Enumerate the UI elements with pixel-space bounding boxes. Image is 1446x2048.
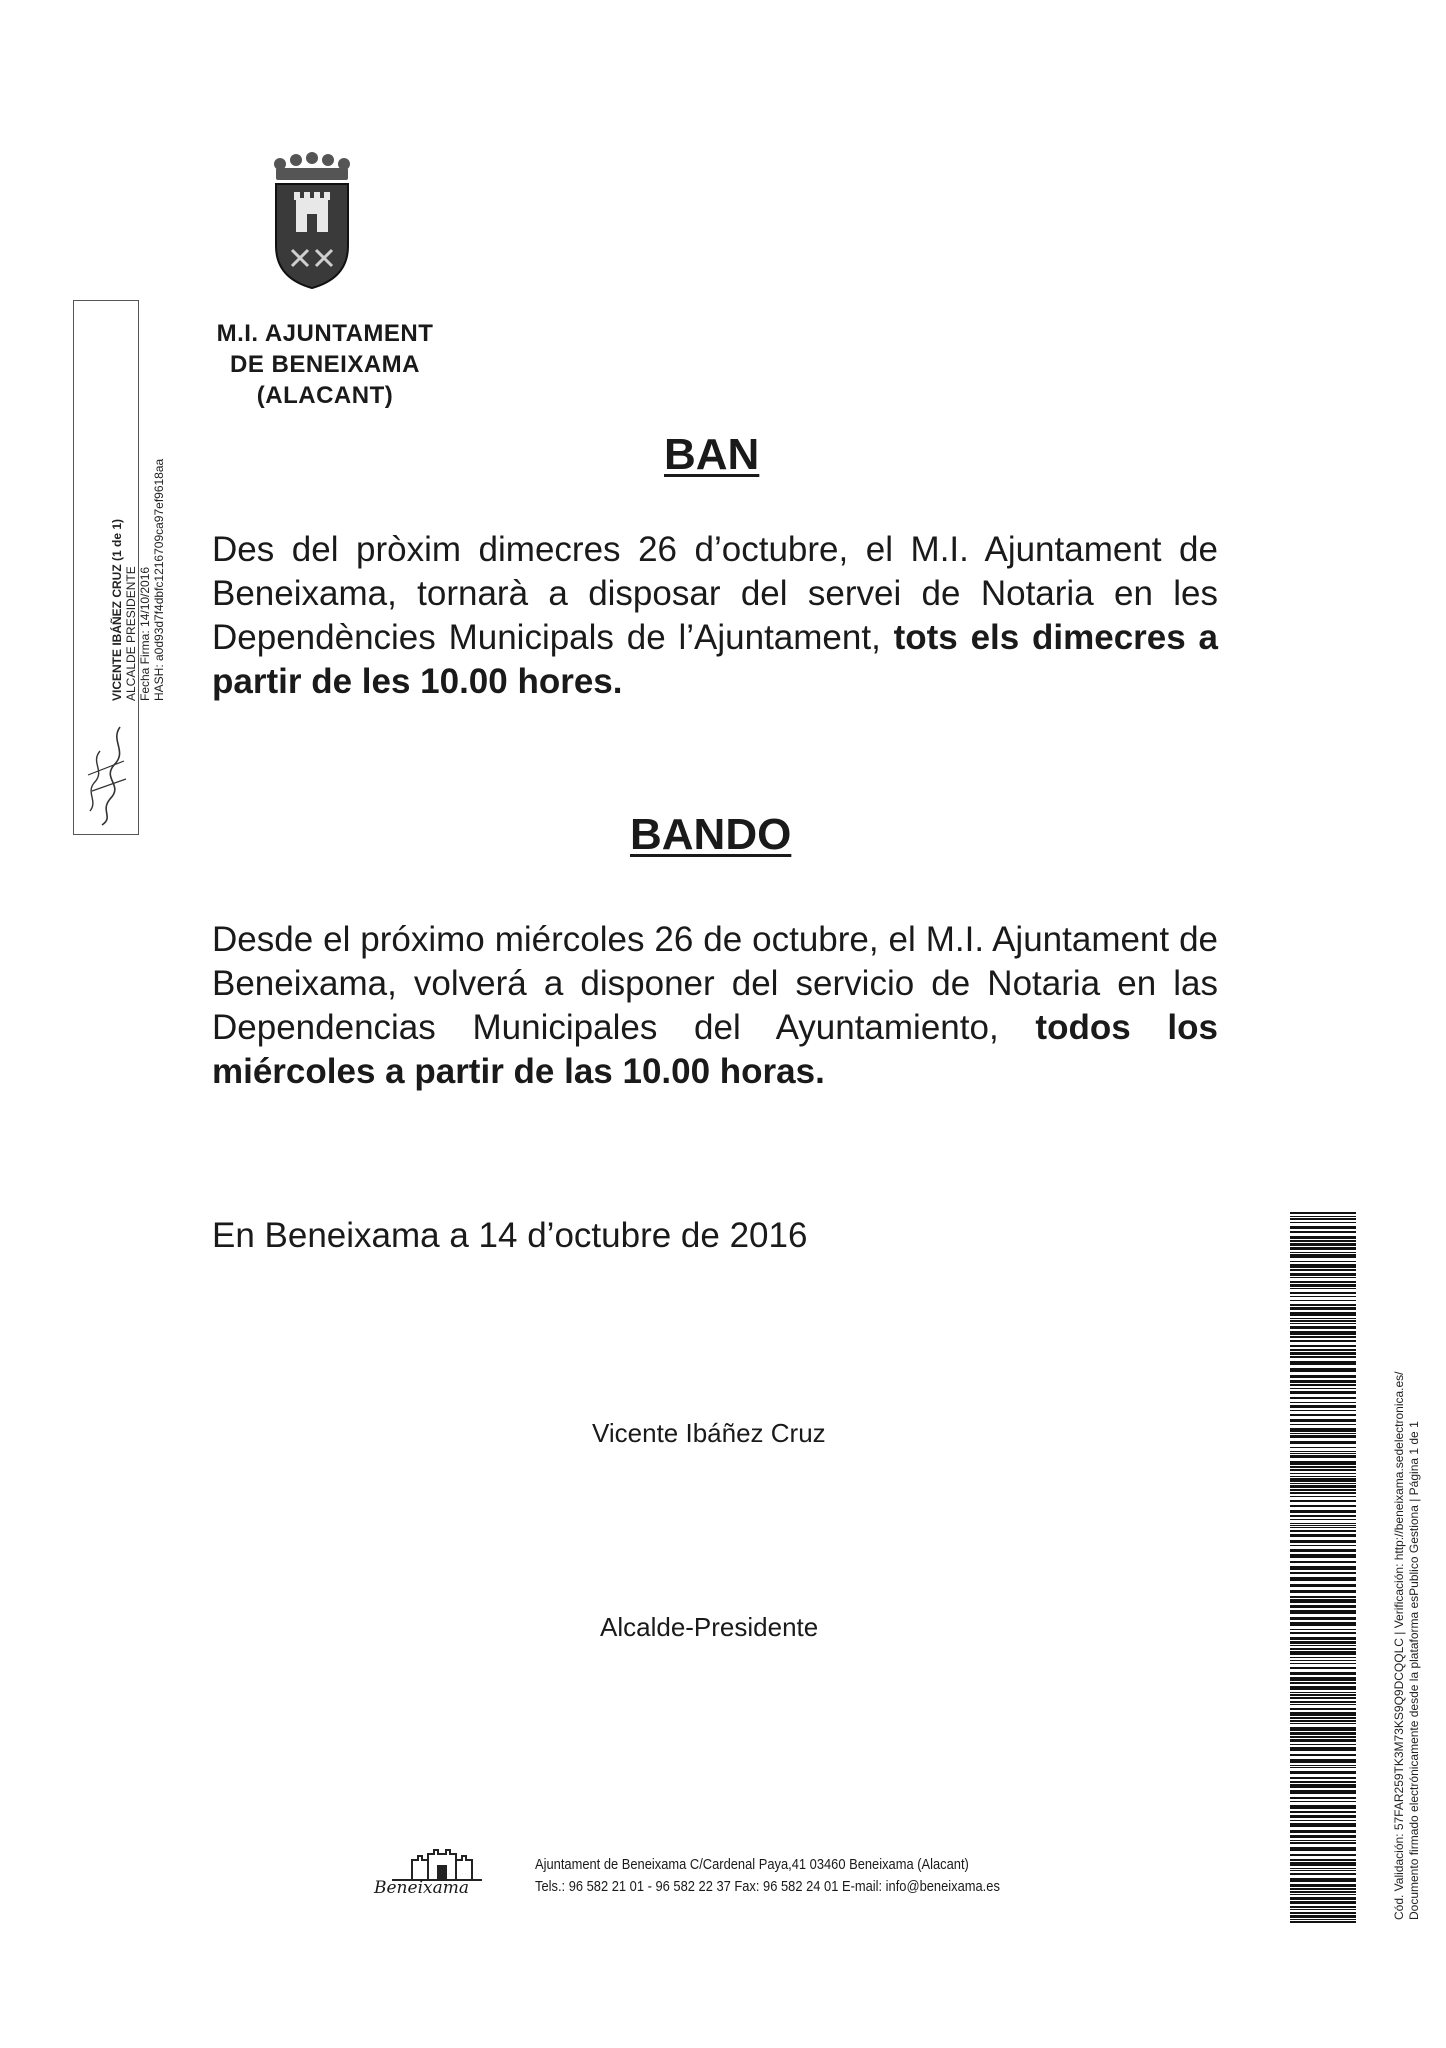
barcode-bar: [1290, 1754, 1356, 1756]
barcode-bar: [1290, 1240, 1356, 1242]
barcode-bar: [1290, 1336, 1356, 1338]
barcode-bar: [1290, 1273, 1356, 1276]
barcode-bar: [1290, 1424, 1356, 1425]
barcode-bar: [1290, 1842, 1356, 1844]
footer-address-line: Ajuntament de Beneixama C/Cardenal Paya,41 03460 Beneixama (Alacant): [535, 1856, 969, 1873]
stamp-role-line: ALCALDE PRESIDENTE: [124, 566, 138, 701]
ban-heading: BAN: [664, 430, 760, 479]
barcode-bar: [1290, 1781, 1356, 1783]
stamp-signer-line: VICENTE IBÁÑEZ CRUZ (1 de 1): [110, 518, 124, 701]
ban-paragraph: [212, 528, 1218, 704]
barcode-bar: [1290, 1496, 1356, 1497]
barcode-bar: [1290, 1660, 1356, 1661]
barcode-bar: [1290, 1510, 1356, 1513]
barcode-bar: [1290, 1380, 1356, 1383]
barcode-bar: [1290, 1340, 1356, 1342]
barcode-bar: [1290, 1784, 1356, 1788]
barcode-bar: [1290, 1859, 1356, 1861]
barcode-bar: [1290, 1296, 1356, 1297]
barcode-bar: [1290, 1873, 1356, 1875]
barcode-bar: [1290, 1790, 1356, 1794]
barcode-bar: [1290, 1549, 1356, 1552]
barcode-bar: [1290, 1744, 1356, 1745]
barcode-bar: [1290, 1629, 1356, 1630]
barcode-bar: [1290, 1704, 1356, 1705]
barcode-bar: [1290, 1697, 1356, 1699]
barcode-bar: [1290, 1919, 1356, 1920]
bando-text-bold: todos los miércoles a partir de las 10.00 horas.: [212, 1008, 1218, 1091]
barcode-bar: [1290, 1672, 1356, 1675]
barcode-bar: [1290, 1682, 1356, 1684]
barcode-bar: [1290, 1599, 1356, 1603]
barcode-bar: [1290, 1247, 1356, 1250]
barcode-bar: [1290, 1712, 1356, 1716]
barcode-bar: [1290, 1605, 1356, 1608]
barcode-bar: [1290, 1909, 1356, 1910]
barcode-bar: [1290, 1320, 1356, 1322]
stamp-hash-line: HASH: a0d93d7f4dbfc1216709ca97ef9618aa: [152, 458, 166, 701]
barcode-bar: [1290, 1701, 1356, 1703]
barcode-bar: [1290, 1216, 1356, 1217]
barcode-bar: [1290, 1765, 1356, 1766]
barcode-bar: [1290, 1527, 1356, 1528]
barcode-bar: [1290, 1727, 1356, 1731]
barcode-bar: [1290, 1218, 1356, 1220]
barcode-bar: [1290, 1414, 1356, 1416]
footer-contact: [535, 1854, 1000, 1898]
institution-header: [190, 318, 460, 411]
barcode-bar: [1290, 1375, 1356, 1378]
barcode-bar: [1290, 1312, 1356, 1316]
barcode-bar: [1290, 1797, 1356, 1799]
barcode-bar: [1290, 1835, 1356, 1838]
barcode-bar: [1290, 1545, 1356, 1546]
barcode-bar: [1290, 1304, 1356, 1306]
barcode-bar: [1290, 1759, 1356, 1763]
barcode-bar: [1290, 1453, 1356, 1454]
verification-code-line: Cód. Validación: 57FAR259TK3M73KS9Q9DCQQLC | Verificación: http://beneixama.sedelectronica.es/: [1392, 1371, 1406, 1920]
barcode-bar: [1290, 1356, 1356, 1358]
barcode-bar: [1290, 1801, 1356, 1802]
barcode-bar: [1290, 1921, 1356, 1923]
barcode-bar: [1290, 1236, 1356, 1239]
barcode-bar: [1290, 1584, 1356, 1587]
barcode-bar: [1290, 1847, 1356, 1851]
verification-platform-line: Documento firmado electrónicamente desde la plataforma esPublico Gestiona | Página 1 de 1: [1407, 1421, 1421, 1920]
signer-name: Vicente Ibáñez Cruz: [592, 1418, 826, 1448]
barcode-bar: [1290, 1823, 1356, 1827]
barcode-bar: [1290, 1747, 1356, 1751]
barcode-bar: [1290, 1231, 1356, 1233]
barcode-bar: [1290, 1692, 1356, 1693]
barcode-bar: [1290, 1648, 1356, 1650]
barcode-bar: [1290, 1523, 1356, 1524]
barcode-bar: [1290, 1384, 1356, 1386]
barcode-bar: [1290, 1912, 1356, 1914]
barcode-bar: [1290, 1694, 1356, 1696]
barcode-bar: [1290, 1447, 1356, 1448]
barcode-bar: [1290, 1410, 1356, 1411]
barcode-bar: [1290, 1428, 1356, 1432]
footer-logo: [372, 1842, 512, 1904]
barcode-bar: [1290, 1243, 1356, 1246]
barcode-bar: [1290, 1455, 1356, 1458]
barcode-bar: [1290, 1441, 1356, 1444]
barcode-bar: [1290, 1254, 1356, 1258]
coat-of-arms-icon: [262, 150, 362, 290]
bando-paragraph: [212, 918, 1218, 1094]
barcode-bar: [1290, 1300, 1356, 1301]
barcode-bar: [1290, 1868, 1356, 1869]
barcode-bar: [1290, 1331, 1356, 1335]
barcode-bar: [1290, 1281, 1356, 1283]
signature-stamp-text: [110, 281, 166, 701]
date-line: En Beneixama a 14 d’octubre de 2016: [212, 1216, 808, 1255]
barcode-bar: [1290, 1222, 1356, 1223]
barcode-bar: [1290, 1720, 1356, 1722]
barcode-bar: [1290, 1657, 1356, 1658]
institution-line-2: DE BENEIXAMA: [229, 351, 421, 378]
barcode-bar: [1290, 1723, 1356, 1724]
barcode-bar: [1290, 1651, 1356, 1655]
bando-text-regular: Desde el próximo miércoles 26 de octubre, el M.I. Ajuntament de Beneixama, volverá a disponer del servicio de Notaria en las Dependencias Municipales del Ayuntamiento,: [212, 920, 1218, 1047]
barcode-bar: [1290, 1252, 1356, 1253]
barcode-bar: [1290, 1637, 1356, 1640]
barcode-bar: [1290, 1226, 1356, 1229]
barcode-bar: [1290, 1435, 1356, 1438]
barcode-bar: [1290, 1906, 1356, 1908]
barcode-bar: [1290, 1261, 1356, 1262]
barcode-bar: [1290, 1830, 1356, 1833]
stamp-date-line: Fecha Firma: 14/10/2016: [138, 566, 152, 701]
barcode-bar: [1290, 1540, 1356, 1543]
barcode-bar: [1290, 1419, 1356, 1422]
barcode-bar: [1290, 1212, 1356, 1214]
barcode-bar: [1290, 1534, 1356, 1537]
barcode-bar: [1290, 1391, 1356, 1394]
barcode-bar: [1290, 1739, 1356, 1742]
barcode-bar: [1290, 1596, 1356, 1598]
barcode-bar: [1290, 1485, 1356, 1488]
institution-line-1: M.I. AJUNTAMENT: [216, 320, 434, 347]
barcode-bar: [1290, 1318, 1356, 1319]
barcode-bar: [1290, 1894, 1356, 1895]
barcode-bar: [1290, 1469, 1356, 1471]
barcode-bar: [1290, 1667, 1356, 1669]
barcode-bar: [1290, 1519, 1356, 1520]
barcode-bar: [1290, 1461, 1356, 1465]
barcode-bar: [1290, 1901, 1356, 1904]
barcode-bar: [1290, 1307, 1356, 1310]
barcode-bar: [1290, 1641, 1356, 1644]
barcode-bar: [1290, 1515, 1356, 1517]
barcode-bar: [1290, 1888, 1356, 1890]
barcode-bar: [1290, 1492, 1356, 1494]
barcode-bar: [1290, 1292, 1356, 1294]
barcode-bar: [1290, 1352, 1356, 1355]
barcode-bar: [1290, 1717, 1356, 1719]
barcode-bar: [1290, 1572, 1356, 1574]
barcode-bar: [1290, 1323, 1356, 1324]
barcode-bar: [1290, 1561, 1356, 1563]
bando-heading: BANDO: [630, 810, 792, 859]
handwritten-signature-icon: [80, 721, 134, 831]
barcode-bar: [1290, 1777, 1356, 1779]
barcode-bar: [1290, 1288, 1356, 1289]
barcode-bar: [1290, 1736, 1356, 1738]
barcode-bar: [1290, 1402, 1356, 1403]
barcode-bar: [1290, 1505, 1356, 1507]
validation-barcode: [1290, 1212, 1356, 1924]
barcode-bar: [1290, 1610, 1356, 1614]
barcode-bar: [1290, 1645, 1356, 1646]
barcode-bar: [1290, 1617, 1356, 1620]
barcode-bar: [1290, 1897, 1356, 1900]
barcode-bar: [1290, 1554, 1356, 1558]
barcode-bar: [1290, 1677, 1356, 1681]
signature-stamp: [73, 300, 166, 835]
institution-line-3: (ALACANT): [256, 382, 394, 409]
barcode-bar: [1290, 1870, 1356, 1871]
castle-logo-icon: [372, 1842, 512, 1882]
barcode-bar: [1290, 1840, 1356, 1841]
barcode-bar: [1290, 1368, 1356, 1372]
barcode-bar: [1290, 1397, 1356, 1399]
footer-logo-word: Beneixama: [374, 1878, 469, 1898]
barcode-bar: [1290, 1767, 1356, 1768]
barcode-bar: [1290, 1326, 1356, 1329]
barcode-bar: [1290, 1476, 1356, 1477]
barcode-bar: [1290, 1884, 1356, 1887]
ban-text-regular: Des del pròxim dimecres 26 d’octubre, el M.I. Ajuntament de Beneixama, tornarà a disposar del servei de Notaria en les Dependències Municipals de l’Ajuntament,: [212, 530, 1218, 657]
barcode-bar: [1290, 1269, 1356, 1271]
barcode-bar: [1290, 1622, 1356, 1626]
barcode-bar: [1290, 1805, 1356, 1809]
barcode-bar: [1290, 1891, 1356, 1893]
barcode-bar: [1290, 1264, 1356, 1268]
barcode-bar: [1290, 1478, 1356, 1482]
barcode-bar: [1290, 1878, 1356, 1882]
barcode-bar: [1290, 1284, 1356, 1287]
barcode-bar: [1290, 1632, 1356, 1634]
footer-phone-line: Tels.: 96 582 21 01 - 96 582 22 37 Fax: 96 582 24 01 E-mail: info@beneixama.es: [535, 1878, 1000, 1895]
barcode-bar: [1290, 1566, 1356, 1570]
ban-text-bold: tots els dimecres a partir de les 10.00 hores.: [212, 618, 1219, 701]
barcode-bar: [1290, 1277, 1356, 1278]
barcode-bar: [1290, 1483, 1356, 1484]
barcode-bar: [1290, 1451, 1356, 1452]
barcode-bar: [1290, 1530, 1356, 1532]
barcode-bar: [1290, 1489, 1356, 1491]
barcode-bar: [1290, 1405, 1356, 1408]
barcode-bar: [1290, 1577, 1356, 1581]
barcode-bar: [1290, 1663, 1356, 1664]
barcode-bar: [1290, 1732, 1356, 1735]
barcode-bar: [1290, 1466, 1356, 1468]
barcode-bar: [1290, 1811, 1356, 1813]
barcode-bar: [1290, 1525, 1356, 1526]
barcode-bar: [1290, 1771, 1356, 1774]
barcode-bar: [1290, 1473, 1356, 1474]
barcode-bar: [1290, 1686, 1356, 1690]
barcode-bar: [1290, 1915, 1356, 1918]
barcode-bar: [1290, 1590, 1356, 1593]
barcode-bar: [1290, 1820, 1356, 1821]
barcode-bar: [1290, 1500, 1356, 1502]
barcode-bar: [1290, 1349, 1356, 1351]
signer-role: Alcalde-Presidente: [600, 1612, 819, 1642]
barcode-bar: [1290, 1862, 1356, 1866]
barcode-bar: [1290, 1708, 1356, 1710]
barcode-bar: [1290, 1361, 1356, 1365]
barcode-bar: [1290, 1433, 1356, 1434]
barcode-bar: [1290, 1815, 1356, 1818]
barcode-bar: [1290, 1388, 1356, 1389]
verification-text: [1392, 1371, 1422, 1920]
barcode-bar: [1290, 1345, 1356, 1347]
barcode-bar: [1290, 1854, 1356, 1856]
